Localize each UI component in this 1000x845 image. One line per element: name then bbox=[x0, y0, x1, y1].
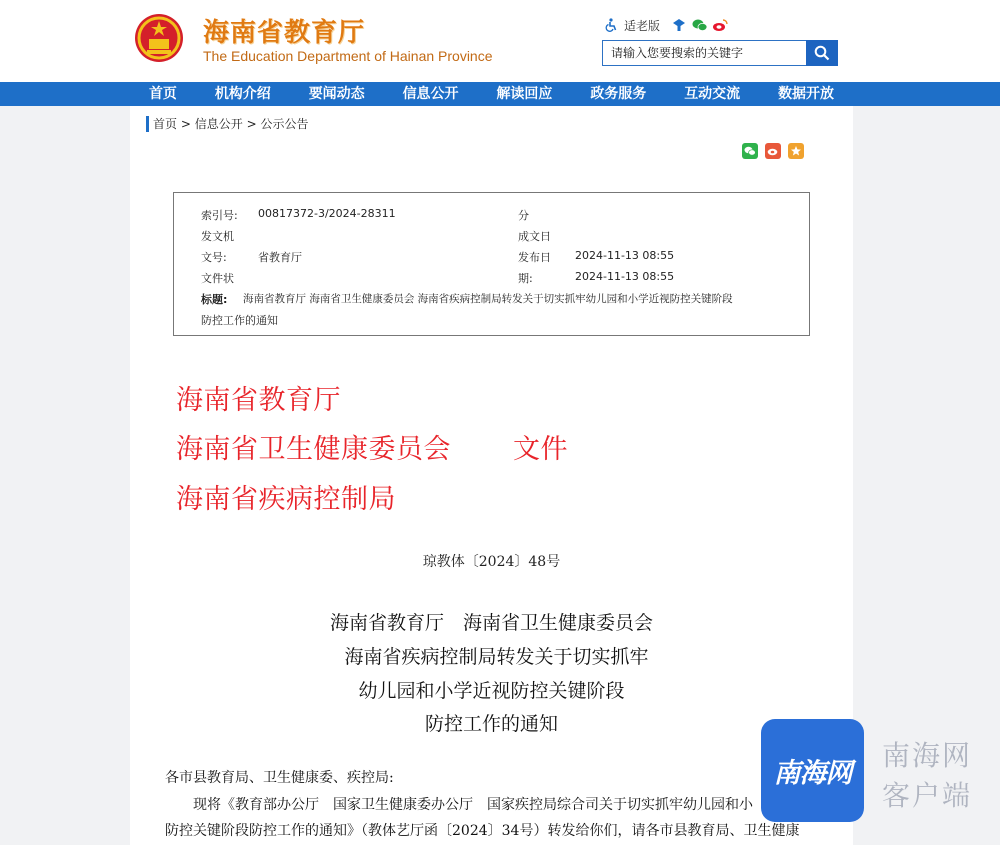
site-subtitle: The Education Department of Hainan Province bbox=[203, 48, 493, 64]
site-header bbox=[0, 0, 1000, 82]
breadcrumb-sep: > bbox=[180, 117, 191, 131]
wechat-icon[interactable] bbox=[692, 18, 706, 32]
site-title[interactable]: 海南省教育厅 bbox=[203, 18, 366, 48]
meta-index-label: 索引号: bbox=[201, 209, 238, 222]
watermark-logo-icon bbox=[761, 719, 864, 822]
breadcrumb-notice[interactable]: 公示公告 bbox=[260, 117, 309, 131]
nav-item-interaction[interactable]: 互动交流 bbox=[684, 86, 741, 102]
breadcrumb bbox=[146, 116, 308, 132]
document-title-line-3: 幼儿园和小学近视防控关键阶段 bbox=[358, 680, 625, 702]
nav-item-home[interactable]: 首页 bbox=[148, 86, 177, 102]
breadcrumb-sep: > bbox=[246, 117, 257, 131]
meta-subject-label: 标题: bbox=[201, 293, 228, 306]
content-panel bbox=[130, 106, 853, 845]
share-bar bbox=[742, 143, 804, 159]
document-title-line-4: 防控工作的通知 bbox=[424, 713, 558, 735]
search-box bbox=[602, 40, 838, 66]
nav-item-news[interactable]: 要闻动态 bbox=[308, 86, 365, 102]
search-icon bbox=[814, 45, 830, 61]
document-number: 琼教体〔2024〕48号 bbox=[422, 554, 561, 570]
watermark-line-1: 南海网 bbox=[882, 739, 973, 772]
document-title-line-1: 海南省教育厅 海南省卫生健康委员会 bbox=[329, 612, 653, 634]
meta-category-label: 分 bbox=[518, 209, 529, 222]
share-wechat-icon[interactable] bbox=[742, 143, 758, 159]
meta-pub-date-value: 2024-11-13 08:55 bbox=[575, 249, 675, 262]
app-icon[interactable] bbox=[672, 18, 686, 32]
meta-subject-value-cont: 防控工作的通知 bbox=[201, 314, 278, 327]
body-paragraph-1-cont: 防控关键阶段防控工作的通知》（教体艺厅函〔2024〕34号）转发给你们，请各市县教育局、卫生健康 bbox=[165, 823, 800, 839]
main-nav bbox=[0, 82, 1000, 106]
letterhead-line-2: 海南省卫生健康委员会 bbox=[176, 434, 451, 465]
elderly-mode-link[interactable]: 适老版 bbox=[624, 18, 661, 33]
watermark-text bbox=[882, 736, 972, 816]
favorite-icon[interactable] bbox=[788, 143, 804, 159]
search-input[interactable] bbox=[602, 40, 806, 66]
meta-subject-value: 海南省教育厅 海南省卫生健康委员会 海南省疾病控制局转发关于切实抓牢幼儿园和小学近视防控关键阶段 bbox=[243, 293, 733, 305]
letterhead-file-word: 文件 bbox=[513, 434, 568, 465]
letterhead-line-3: 海南省疾病控制局 bbox=[176, 484, 396, 515]
share-weibo-icon[interactable] bbox=[765, 143, 781, 159]
nav-item-data[interactable]: 数据开放 bbox=[778, 86, 835, 102]
nav-item-services[interactable]: 政务服务 bbox=[590, 86, 647, 102]
emblem-icon bbox=[133, 12, 185, 64]
meta-status-label: 文件状 bbox=[201, 272, 234, 285]
breadcrumb-disclosure[interactable]: 信息公开 bbox=[194, 117, 243, 131]
nav-item-about[interactable]: 机构介绍 bbox=[214, 86, 271, 102]
meta-pub-date-label: 发布日 bbox=[518, 251, 551, 264]
body-paragraph-1: 现将《教育部办公厅 国家卫生健康委办公厅 国家疾控局综合司关于切实抓牢幼儿园和小 bbox=[193, 797, 753, 813]
meta-doc-date-label: 成文日 bbox=[518, 230, 551, 243]
document-title-line-2: 海南省疾病控制局转发关于切实抓牢 bbox=[344, 646, 649, 668]
meta-doc-no-label: 文号: bbox=[201, 251, 227, 264]
document-meta-box bbox=[173, 192, 810, 336]
nav-item-interpretation[interactable]: 解读回应 bbox=[496, 86, 553, 102]
accessibility-icon[interactable] bbox=[604, 18, 618, 32]
meta-period-label: 期: bbox=[518, 272, 533, 285]
letterhead-line-1: 海南省教育厅 bbox=[176, 385, 341, 416]
meta-period-value: 2024-11-13 08:55 bbox=[575, 270, 675, 283]
body-salutation: 各市县教育局、卫生健康委、疾控局: bbox=[165, 770, 394, 786]
top-tools bbox=[604, 16, 726, 34]
meta-doc-no-value: 省教育厅 bbox=[258, 251, 302, 264]
meta-issuer-label: 发文机 bbox=[201, 230, 234, 243]
nav-item-disclosure[interactable]: 信息公开 bbox=[402, 86, 459, 102]
watermark-logo-text: 南海网 bbox=[773, 758, 852, 789]
breadcrumb-home[interactable]: 首页 bbox=[153, 117, 178, 131]
meta-index-value: 00817372-3/2024-28311 bbox=[258, 207, 396, 220]
watermark-line-2: 客户端 bbox=[882, 779, 973, 812]
search-button[interactable] bbox=[806, 40, 838, 66]
weibo-icon[interactable] bbox=[712, 18, 726, 32]
